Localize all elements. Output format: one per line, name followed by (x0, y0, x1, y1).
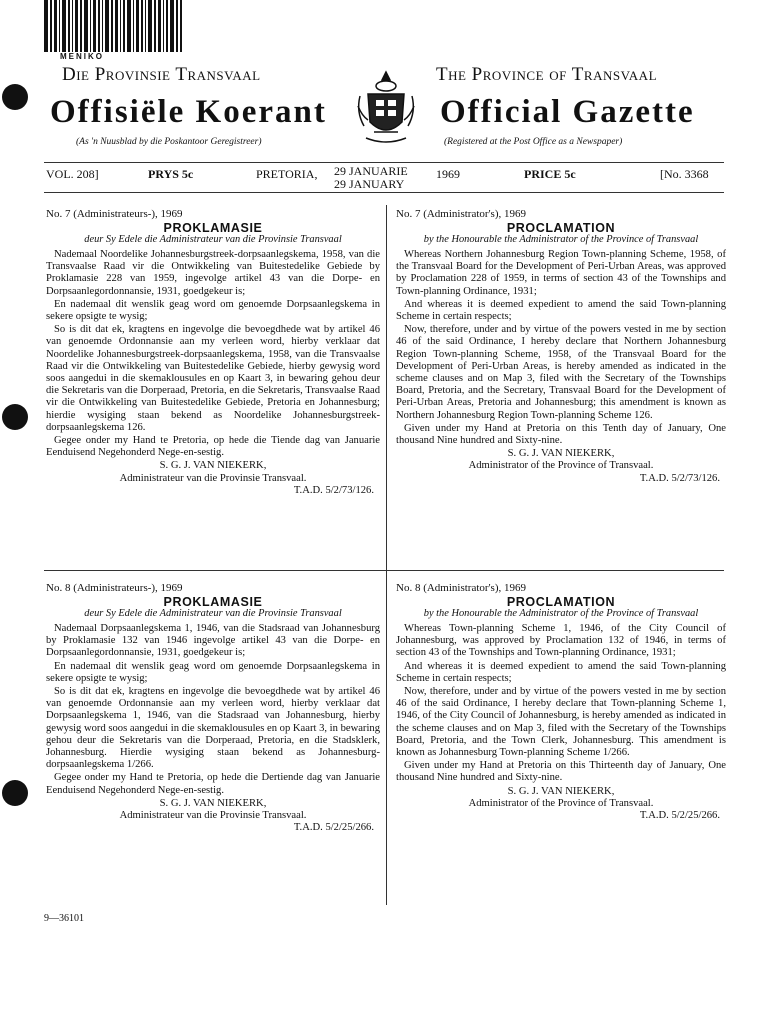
paragraph: Given under my Hand at Pretoria on this Tenth day of January, One thousand Nine hundred and Sixty-nine. (396, 422, 726, 446)
af-province-heading: Die Provinsie Transvaal (62, 64, 261, 85)
en-subtitle: (Registered at the Post Office as a Newspaper) (444, 137, 623, 147)
paragraph: Now, therefore, under and by virtue of the powers vested in me by section 46 of the said Ordinance, I hereby declare that Town-planning Scheme 1, 1946, of the City Council of Johannesburg, is hereby amended as indicated in the scheme clauses and on Map 3, filed with the Secretary of the Townships Board, Pretoria, and the Town Clerk, Johannesburg. This amendment is known as Johannesburg Town-planning Scheme 1/266. (396, 685, 726, 758)
af-gazette-title: Offisiële Koerant (50, 94, 327, 130)
punch-hole-top (2, 84, 28, 110)
section-divider (44, 570, 724, 571)
notice-7-af (46, 208, 380, 497)
paragraph: Nademaal Noordelike Johannesburgstreek-dorpsaanlegskema, 1958, van die Transvaalse Raad vir die Ontwikkeling van Buitestedelike Gebiede by Proklamasie 228 van 1959, ingevolge artikel 43 van die Dorpe- en Dorpsaanlegordonnansie, 1931, goedgekeur is; (46, 248, 380, 297)
paragraph: Now, therefore, under and by virtue of the powers vested in me by section 46 of the said Ordinance, I hereby declare that Northern Johannesburg Region Town-planning Scheme, 1958, of the Transvaal Board for the Development of Peri-Urban Areas, is hereby amended as indicated in the scheme clauses and on Map 3, filed with the Secretary of the Townships Board, Pretoria, and the Secretary, Transvaal Board for the Development of Peri-Urban Areas, Pretoria and Johannesburg; this amendment is known as Northern Johannesburg Region Town-planning Scheme 126. (396, 324, 726, 421)
paragraph: Gegee onder my Hand te Pretoria, op hede die Dertiende dag van Januarie Eenduisend Negehonderd Nege-en-sestig. (46, 772, 380, 796)
signatory: S. G. J. VAN NIEKERK, (159, 797, 267, 809)
column-divider (386, 205, 387, 905)
masthead-rule-top (44, 162, 724, 163)
signatory: S. G. J. VAN NIEKERK, (507, 785, 615, 797)
paragraph: And whereas it is deemed expedient to amend the said Town-planning Scheme in certain respects; (396, 660, 726, 684)
paragraph: En nademaal dit wenslik geag word om genoemde Dorpsaanlegskema in sekere opsigte te wysig; (46, 298, 380, 322)
paragraph: Given under my Hand at Pretoria on this Thirteenth day of January, One thousand Nine hundred and Sixty-nine. (396, 760, 726, 784)
masthead-rule-bottom (44, 192, 724, 193)
paragraph: Whereas Northern Johannesburg Region Town-planning Scheme, 1958, of the Transvaal Board for the Development of Peri-Urban Areas, was approved by Proclamation 228 of 1959, in terms of section 43 of the Townships and Town-planning Ordinance, 1931; (396, 248, 726, 297)
punch-hole-bottom (2, 780, 28, 806)
notice-title: PROKLAMASIE (163, 221, 263, 236)
paragraph: En nademaal dit wenslik geag word om genoemde Dorpsaanlegskema in sekere opsigte te wysig; (46, 660, 380, 684)
volume-number: VOL. 208] (46, 167, 99, 181)
print-code: 9—36101 (44, 913, 84, 924)
issue-number: [No. 3368 (660, 167, 709, 181)
notice-title: PROKLAMASIE (163, 595, 263, 610)
notice-7-en (396, 208, 726, 485)
reference-number: T.A.D. 5/2/25/266. (639, 809, 720, 821)
af-subtitle: (As 'n Nuusblad by die Poskantoor Geregistreer) (76, 137, 262, 147)
notice-number: No. 7 (Administrateurs-), 1969 (46, 208, 183, 220)
notice-issuer: by the Honourable the Administrator of the Province of Transvaal (423, 608, 699, 620)
punch-hole-middle (2, 404, 28, 430)
notice-number: No. 7 (Administrator's), 1969 (396, 208, 526, 220)
reference-number: T.A.D. 5/2/73/126. (639, 472, 720, 484)
paragraph: And whereas it is deemed expedient to amend the said Town-planning Scheme in certain respects; (396, 298, 726, 322)
signatory-role: Administrator of the Province of Transvaal. (468, 797, 654, 809)
paragraph: Whereas Town-planning Scheme 1, 1946, of the City Council of Johannesburg, was approved by Proclamation 132 of 1946, in terms of section 43 of the Townships and Town-planning Ordinance, 1931; (396, 622, 726, 659)
signatory: S. G. J. VAN NIEKERK, (159, 460, 267, 472)
paragraph: Nademaal Dorpsaanlegskema 1, 1946, van die Stadsraad van Johannesburg by Proklamasie 132 van 1946 ingevolge artikel 43 van die Dorpe- en Dorpsaanlegordonnansie, 1931, goedgekeur is; (46, 622, 380, 659)
price-en: PRICE 5c (524, 167, 576, 181)
barcode (44, 0, 182, 60)
reference-number: T.A.D. 5/2/25/266. (293, 822, 374, 834)
notice-number: No. 8 (Administrateurs-), 1969 (46, 582, 183, 594)
signatory-role: Administrator of the Province of Transvaal. (468, 460, 654, 472)
issue-year: 1969 (436, 167, 460, 181)
place: PRETORIA, (256, 167, 318, 181)
issue-date-en: 29 JANUARY (334, 177, 405, 191)
notice-8-af (46, 582, 380, 834)
reference-number: T.A.D. 5/2/73/126. (293, 484, 374, 496)
notice-title: PROCLAMATION (506, 221, 616, 236)
barcode-label: MENIKO (60, 52, 104, 61)
signatory-role: Administrateur van die Provinsie Transvaal. (119, 472, 307, 484)
notice-8-en (396, 582, 726, 822)
en-province-heading: The Province of Transvaal (436, 64, 658, 85)
notice-title: PROCLAMATION (506, 595, 616, 610)
notice-issuer: deur Sy Edele die Administrateur van die Provinsie Transvaal (84, 608, 342, 620)
coat-of-arms (354, 66, 418, 152)
issue-date-af: 29 JANUARIE (334, 164, 408, 178)
paragraph: So is dit dat ek, kragtens en ingevolge die bevoegdhede wat by artikel 46 van genoemde Ordonnansie aan my verleen word, hierby verklaar dat Dorpsaanlegskema 1, 1946, van die Stadsraad van Johannesburg, hierby gewysig word soos aangedui in die skemaklousules en op Kaart 3, in bewaring gehou deur die Sekretaris van die Dorperaad, Pretoria, en die Stadsklerk, Johannesburg. Hierdie wysiging staan bekend as Johannesburg-dorpsaanlegskema 1/266. (46, 685, 380, 771)
paragraph: So is dit dat ek, kragtens en ingevolge die bevoegdhede wat by artikel 46 van genoemde Ordonnansie aan my verleen word, hierby verklaar dat Noordelike Johannesburgstreek-dorpsaanlegskema, 1958, van die Transvaalse Raad vir die Ontwikkeling van Buitestedelike Gebiede, hierby gewysig word soos aangedui in die skemaklousules en op Kaart 3, in bewaring gehou deur die Sekretaris van die Dorperaad, Pretoria, en die Sekretaris, Transvaalse Raad vir die Ontwikkeling van Buitestedelike Gebiede, Pretoria en Johannesburg; hierdie wysiging staan bekend as Noordelike Johannesburgstreek-dorpsaanlegskema 126. (46, 324, 380, 433)
price-af: PRYS 5c (148, 167, 194, 181)
paragraph: Gegee onder my Hand te Pretoria, op hede die Tiende dag van Januarie Eenduisend Negehonderd Nege-en-sestig. (46, 434, 380, 459)
notice-issuer: by the Honourable the Administrator of the Province of Transvaal (423, 234, 699, 246)
signatory-role: Administrateur van die Provinsie Transvaal. (119, 809, 307, 821)
notice-number: No. 8 (Administrator's), 1969 (396, 582, 526, 594)
notice-issuer: deur Sy Edele die Administrateur van die Provinsie Transvaal (84, 234, 342, 246)
signatory: S. G. J. VAN NIEKERK, (507, 448, 615, 460)
en-gazette-title: Official Gazette (440, 94, 695, 130)
